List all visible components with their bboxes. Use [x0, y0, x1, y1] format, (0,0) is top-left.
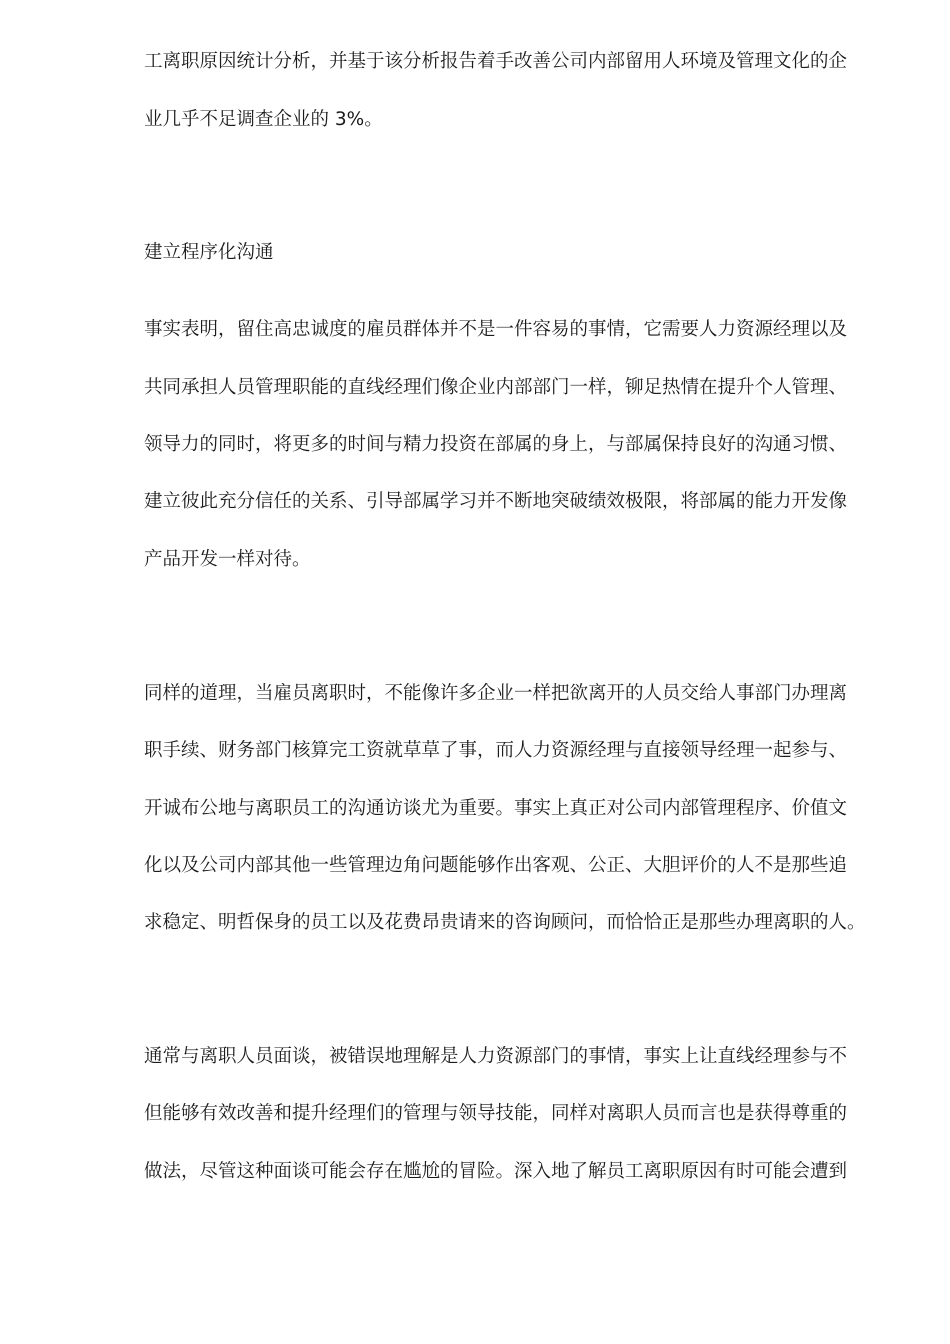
paragraph-line: 业几乎不足调查企业的 3%。 — [144, 109, 383, 130]
paragraph-line: 化以及公司内部其他一些管理边角问题能够作出客观、公正、大胆评价的人不是那些追 — [144, 855, 848, 876]
section-heading: 建立程序化沟通 — [144, 242, 274, 263]
paragraph-line: 求稳定、明哲保身的员工以及花费昂贵请来的咨询顾问，而恰恰正是那些办理离职的人。 — [144, 912, 866, 933]
paragraph-line: 通常与离职人员面谈，被错误地理解是人力资源部门的事情，事实上让直线经理参与不 — [144, 1046, 848, 1067]
paragraph-line: 建立彼此充分信任的关系、引导部属学习并不断地突破绩效极限，将部属的能力开发像 — [144, 491, 848, 512]
paragraph-line: 领导力的同时，将更多的时间与精力投资在部属的身上，与部属保持良好的沟通习惯、 — [144, 434, 848, 455]
paragraph-line: 产品开发一样对待。 — [144, 549, 311, 570]
paragraph-line: 同样的道理，当雇员离职时，不能像许多企业一样把欲离开的人员交给人事部门办理离 — [144, 683, 848, 704]
paragraph-line: 职手续、财务部门核算完工资就草草了事，而人力资源经理与直接领导经理一起参与、 — [144, 740, 848, 761]
paragraph-line: 开诚布公地与离职员工的沟通访谈尤为重要。事实上真正对公司内部管理程序、价值文 — [144, 798, 848, 819]
paragraph-line: 共同承担人员管理职能的直线经理们像企业内部部门一样，铆足热情在提升个人管理、 — [144, 377, 848, 398]
paragraph-line: 工离职原因统计分析，并基于该分析报告着手改善公司内部留用人环境及管理文化的企 — [144, 51, 848, 72]
paragraph-line: 做法，尽管这种面谈可能会存在尴尬的冒险。深入地了解员工离职原因有时可能会遭到 — [144, 1161, 848, 1182]
paragraph-line: 事实表明，留住高忠诚度的雇员群体并不是一件容易的事情，它需要人力资源经理以及 — [144, 319, 848, 340]
paragraph-line: 但能够有效改善和提升经理们的管理与领导技能，同样对离职人员而言也是获得尊重的 — [144, 1103, 848, 1124]
